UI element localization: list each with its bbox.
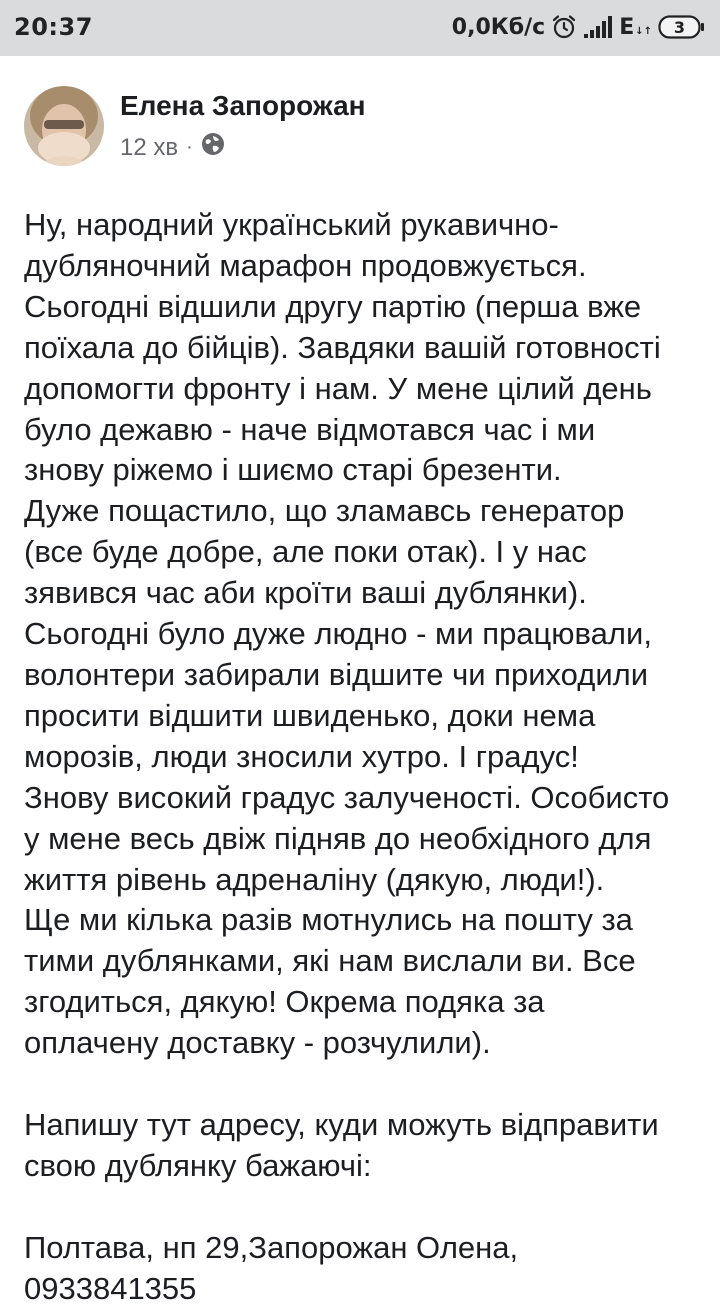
paragraph-gap <box>24 1187 714 1228</box>
post-paragraph: Напишу тут адресу, куди можуть відправити свою дублянку бажаючі: <box>24 1106 659 1183</box>
post-paragraph: Ну, народний український рукавично- дубляночний марафон продовжується. Сьогодні відшили другу партію (перша вже поїхала до бійців). Завдяки вашій готовності допомогти фронту і нам. У мене цілий день було дежавю - наче відмотався час і ми знову ріжемо і шиємо старі брезенти. Дуже пощастило, що зламавсь генератор (все буде добре, але поки отак). І у нас зявився час аби кроїти ваші дублянки). Сьогодні було дуже людно - ми працювали, волонтери забирали відшите чи приходили просити відшити швиденько, доки нема морозів, люди зносили хутро. І градус! Знову високий градус залученості. Особисто у мене весь двіж підняв до необхідного для життя рівень адреналіну (дякую, люди!). Ще ми кілька разів мотнулись на пошту за тими дублянками, які нам вислали ви. Все згодиться, дякую! Окрема подяка за оплачену доставку - розчулили). <box>24 207 670 1061</box>
author-name[interactable]: Елена Запорожан <box>120 90 366 121</box>
status-bar <box>0 0 720 56</box>
network-type <box>619 15 652 40</box>
post-header <box>0 76 720 186</box>
battery-icon <box>658 14 706 40</box>
meta-separator: · <box>186 136 193 158</box>
network-speed: 0,0Кб/с <box>451 14 546 40</box>
status-icons <box>452 11 706 43</box>
post-paragraph: Полтава, нп 29,Запорожан Олена, 0933841355 <box>24 1229 519 1306</box>
globe-icon <box>201 132 225 163</box>
status-time: 20:37 <box>14 13 93 41</box>
avatar[interactable] <box>24 86 104 166</box>
signal-icon <box>583 15 613 39</box>
alarm-icon <box>551 14 577 40</box>
paragraph-gap <box>24 1064 714 1105</box>
network-type-label: E <box>619 14 635 40</box>
post-text <box>24 205 714 1309</box>
post-time[interactable]: 12 хв <box>120 133 179 161</box>
network-activity: ↓↑ <box>635 25 652 37</box>
battery-level: 3 <box>673 18 686 37</box>
post-meta <box>120 132 225 163</box>
